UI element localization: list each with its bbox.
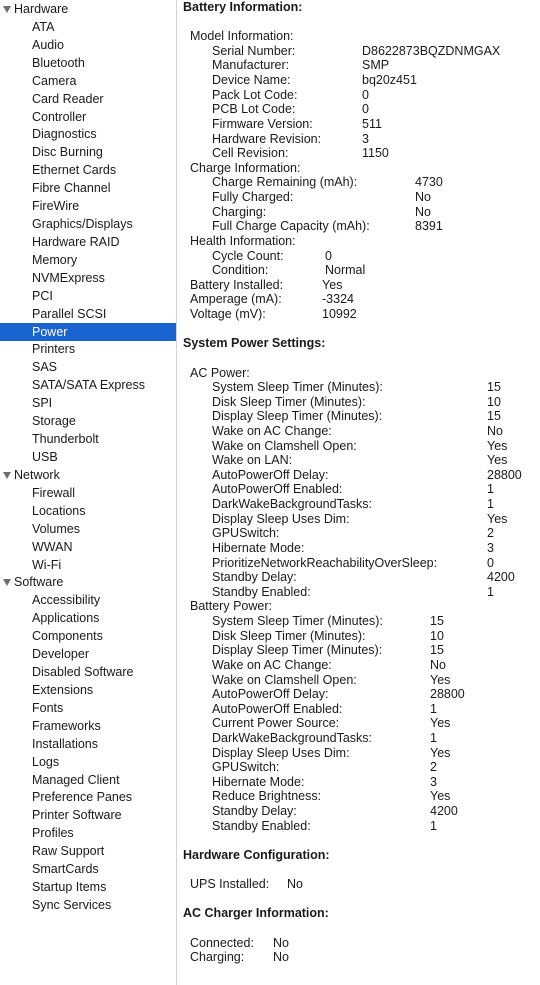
section-heading-battery-information: Battery Information: bbox=[183, 0, 303, 14]
info-row bbox=[190, 950, 289, 965]
info-value: -3324 bbox=[322, 292, 354, 307]
info-value: 4730 bbox=[415, 175, 443, 190]
info-value: Yes bbox=[430, 745, 451, 760]
info-row bbox=[212, 263, 366, 278]
sidebar-item-thunderbolt[interactable]: Thunderbolt bbox=[32, 432, 99, 447]
info-row bbox=[212, 43, 501, 59]
info-key: AutoPowerOff Enabled: bbox=[212, 482, 343, 497]
info-key: AutoPowerOff Enabled: bbox=[212, 701, 343, 716]
sidebar-item-printer-software[interactable]: Printer Software bbox=[32, 808, 122, 823]
sidebar-category-label: Software bbox=[14, 575, 64, 590]
info-row bbox=[212, 219, 443, 234]
info-row bbox=[212, 423, 503, 439]
info-key: Health Information: bbox=[190, 233, 296, 248]
info-value: 511 bbox=[362, 116, 382, 131]
disclosure-triangle-icon[interactable] bbox=[3, 6, 11, 13]
info-key: Wake on Clamshell Open: bbox=[212, 438, 357, 453]
info-row bbox=[212, 687, 465, 702]
sidebar-item-diagnostics[interactable]: Diagnostics bbox=[32, 127, 97, 142]
info-value: 8391 bbox=[415, 219, 443, 234]
info-row bbox=[212, 818, 437, 834]
info-key: DarkWakeBackgroundTasks: bbox=[212, 497, 373, 512]
info-value: 0 bbox=[362, 87, 369, 102]
info-key: Charge Remaining (mAh): bbox=[212, 175, 358, 190]
sidebar-item-memory[interactable]: Memory bbox=[32, 252, 78, 267]
info-row bbox=[212, 467, 522, 483]
info-value: 15 bbox=[487, 409, 501, 424]
sidebar-item-wi-fi[interactable]: Wi-Fi bbox=[32, 557, 62, 572]
sidebar-item-power[interactable]: Power bbox=[0, 323, 176, 341]
info-key: Disk Sleep Timer (Minutes): bbox=[212, 394, 366, 409]
info-row bbox=[212, 731, 437, 746]
info-value: 3 bbox=[362, 131, 369, 146]
sidebar-item-sata-sata-express[interactable]: SATA/SATA Express bbox=[32, 378, 145, 393]
info-row bbox=[212, 643, 444, 658]
sidebar-item-printers[interactable]: Printers bbox=[32, 342, 76, 357]
info-key: Charge Information: bbox=[190, 160, 301, 175]
info-value: 0 bbox=[362, 102, 369, 117]
info-value: No bbox=[430, 657, 446, 672]
info-key: Wake on LAN: bbox=[212, 453, 293, 468]
info-row bbox=[212, 789, 451, 804]
info-value: bq20z451 bbox=[362, 73, 417, 88]
info-row bbox=[212, 716, 451, 731]
info-value: No bbox=[415, 190, 431, 205]
info-row bbox=[212, 497, 494, 512]
sidebar-category-network[interactable] bbox=[0, 466, 176, 484]
info-value: Yes bbox=[430, 716, 451, 731]
info-key: Device Name: bbox=[212, 73, 291, 88]
info-value: 1150 bbox=[362, 146, 389, 161]
info-key: Hibernate Mode: bbox=[212, 540, 305, 555]
sidebar-item-firewall[interactable]: Firewall bbox=[32, 485, 76, 500]
info-key: PrioritizeNetworkReachabilityOverSleep: bbox=[212, 555, 438, 570]
info-row bbox=[212, 555, 494, 571]
info-row bbox=[212, 380, 501, 395]
sidebar-item-managed-client[interactable]: Managed Client bbox=[32, 772, 120, 787]
info-row bbox=[212, 584, 494, 600]
sidebar-item-components[interactable]: Components bbox=[32, 629, 103, 644]
info-value: 10992 bbox=[322, 307, 357, 322]
info-row bbox=[212, 701, 437, 717]
info-row bbox=[212, 570, 515, 585]
info-value: No bbox=[287, 877, 303, 892]
sidebar-item-profiles[interactable]: Profiles bbox=[32, 826, 74, 841]
info-row bbox=[190, 161, 300, 176]
sidebar-item-applications[interactable]: Applications bbox=[32, 611, 100, 626]
section-heading-hardware-configuration: Hardware Configuration: bbox=[183, 847, 330, 862]
info-value: 1 bbox=[430, 818, 437, 833]
info-row bbox=[212, 175, 443, 190]
sidebar-item-graphics-displays[interactable]: Graphics/Displays bbox=[32, 217, 133, 232]
sidebar-item-usb[interactable]: USB bbox=[32, 450, 58, 464]
sidebar-item-accessibility[interactable]: Accessibility bbox=[32, 593, 101, 608]
info-row bbox=[212, 73, 417, 88]
info-key: GPUSwitch: bbox=[212, 526, 280, 541]
info-value: 3 bbox=[487, 540, 494, 555]
info-key: Pack Lot Code: bbox=[212, 87, 298, 102]
sidebar-item-bluetooth[interactable]: Bluetooth bbox=[32, 55, 85, 70]
info-key: Display Sleep Timer (Minutes): bbox=[212, 409, 383, 424]
info-key: Wake on AC Change: bbox=[212, 657, 332, 672]
info-value: 28800 bbox=[430, 687, 465, 702]
info-key: Battery Installed: bbox=[190, 277, 284, 292]
info-row bbox=[190, 29, 294, 44]
sidebar-item-startup-items[interactable]: Startup Items bbox=[32, 880, 107, 895]
info-value: 10 bbox=[487, 394, 501, 409]
info-value: Yes bbox=[322, 277, 343, 292]
sidebar-item-camera[interactable]: Camera bbox=[32, 73, 77, 88]
info-key: Current Power Source: bbox=[212, 716, 340, 731]
info-row bbox=[212, 58, 390, 73]
info-row bbox=[212, 614, 444, 629]
info-value: 1 bbox=[430, 731, 437, 745]
info-row bbox=[212, 453, 508, 468]
info-row bbox=[212, 438, 508, 454]
info-value: No bbox=[273, 950, 289, 965]
info-value: 15 bbox=[430, 614, 444, 629]
info-row bbox=[190, 366, 250, 381]
sidebar-item-storage[interactable]: Storage bbox=[32, 414, 76, 429]
sidebar-category-hardware[interactable] bbox=[0, 0, 176, 18]
info-key: PCB Lot Code: bbox=[212, 102, 296, 117]
info-key: Serial Number: bbox=[212, 43, 296, 58]
info-row bbox=[212, 204, 431, 220]
info-key: Display Sleep Timer (Minutes): bbox=[212, 643, 383, 658]
info-key: Condition: bbox=[212, 263, 269, 278]
sidebar-item-fibre-channel[interactable]: Fibre Channel bbox=[32, 181, 111, 196]
info-key: Disk Sleep Timer (Minutes): bbox=[212, 628, 366, 643]
sidebar[interactable] bbox=[0, 0, 177, 985]
info-value: 1 bbox=[487, 497, 494, 512]
sidebar-item-raw-support[interactable]: Raw Support bbox=[32, 844, 105, 859]
info-value: No bbox=[487, 423, 503, 438]
sidebar-item-hardware-raid[interactable]: Hardware RAID bbox=[32, 234, 120, 249]
sidebar-item-sync-services[interactable]: Sync Services bbox=[32, 898, 112, 912]
info-key: Display Sleep Uses Dim: bbox=[212, 745, 350, 760]
info-key: Standby Delay: bbox=[212, 570, 297, 585]
info-row bbox=[212, 248, 332, 264]
info-value: 0 bbox=[325, 248, 332, 263]
sidebar-item-disc-burning[interactable]: Disc Burning bbox=[32, 145, 103, 160]
info-row bbox=[190, 292, 354, 307]
info-row bbox=[212, 804, 458, 819]
info-key: Standby Enabled: bbox=[212, 818, 311, 833]
info-value: 15 bbox=[430, 643, 444, 658]
info-value: 15 bbox=[487, 380, 501, 395]
info-row bbox=[212, 657, 446, 673]
sidebar-item-frameworks[interactable]: Frameworks bbox=[32, 718, 101, 733]
info-key: Full Charge Capacity (mAh): bbox=[212, 219, 370, 234]
sidebar-item-sas[interactable]: SAS bbox=[32, 360, 58, 375]
section-heading-ac-charger-information: AC Charger Information: bbox=[183, 906, 329, 921]
info-key: Manufacturer: bbox=[212, 58, 290, 73]
info-key: Cycle Count: bbox=[212, 248, 284, 263]
info-row bbox=[190, 599, 272, 614]
sidebar-item-parallel-scsi[interactable]: Parallel SCSI bbox=[32, 306, 107, 321]
sidebar-item-volumes[interactable]: Volumes bbox=[32, 521, 80, 536]
info-key: Cell Revision: bbox=[212, 146, 289, 161]
info-value: No bbox=[415, 204, 431, 219]
info-row bbox=[190, 307, 357, 322]
info-row bbox=[212, 482, 494, 497]
info-value: Yes bbox=[430, 672, 451, 687]
info-row bbox=[212, 87, 369, 103]
info-key: Charging: bbox=[190, 950, 245, 965]
sidebar-item-spi[interactable]: SPI bbox=[32, 396, 53, 411]
info-row bbox=[212, 526, 494, 541]
info-key: Fully Charged: bbox=[212, 190, 294, 205]
info-value: 3 bbox=[430, 774, 437, 789]
info-value: 10 bbox=[430, 628, 444, 643]
sidebar-item-developer[interactable]: Developer bbox=[32, 647, 89, 662]
info-value: 28800 bbox=[487, 467, 522, 482]
info-key: Charging: bbox=[212, 204, 267, 219]
info-value: Yes bbox=[487, 438, 508, 453]
info-row bbox=[212, 146, 389, 161]
info-key: Hibernate Mode: bbox=[212, 774, 305, 789]
info-value: 1 bbox=[487, 482, 494, 497]
sidebar-item-ata[interactable]: ATA bbox=[32, 19, 55, 34]
info-key: Battery Power: bbox=[190, 599, 272, 614]
info-key: Model Information: bbox=[190, 29, 294, 44]
info-value: 1 bbox=[487, 584, 494, 599]
info-key: Wake on AC Change: bbox=[212, 423, 332, 438]
info-row bbox=[212, 409, 501, 424]
info-row bbox=[212, 102, 369, 117]
info-key: Hardware Revision: bbox=[212, 131, 322, 146]
info-key: UPS Installed: bbox=[190, 877, 270, 892]
sidebar-item-ethernet-cards[interactable]: Ethernet Cards bbox=[32, 163, 117, 178]
sidebar-item-wwan[interactable]: WWAN bbox=[32, 539, 73, 554]
disclosure-triangle-icon[interactable] bbox=[3, 579, 11, 586]
sidebar-item-smartcards[interactable]: SmartCards bbox=[32, 862, 99, 877]
info-row bbox=[212, 131, 369, 147]
info-value: Yes bbox=[487, 453, 508, 468]
info-row bbox=[190, 277, 343, 293]
sidebar-item-disabled-software[interactable]: Disabled Software bbox=[32, 665, 134, 680]
sidebar-item-extensions[interactable]: Extensions bbox=[32, 682, 94, 697]
info-row bbox=[190, 877, 303, 892]
info-value: D8622873BQZDNMGAX bbox=[362, 43, 501, 58]
sidebar-item-logs[interactable]: Logs bbox=[32, 754, 60, 769]
sidebar-item-preference-panes[interactable]: Preference Panes bbox=[32, 790, 133, 805]
info-value: 1 bbox=[430, 701, 437, 716]
sidebar-item-audio[interactable]: Audio bbox=[32, 37, 64, 52]
sidebar-category-label: Network bbox=[14, 467, 60, 482]
sidebar-item-card-reader[interactable]: Card Reader bbox=[32, 91, 104, 106]
info-row bbox=[212, 628, 444, 644]
info-key: AutoPowerOff Delay: bbox=[212, 467, 329, 482]
info-value: 4200 bbox=[430, 804, 458, 819]
info-row bbox=[190, 935, 289, 951]
info-key: Firmware Version: bbox=[212, 116, 313, 131]
info-key: Connected: bbox=[190, 935, 254, 950]
detail-pane bbox=[183, 0, 533, 985]
info-value: Normal bbox=[325, 263, 366, 278]
info-value: Yes bbox=[487, 511, 508, 526]
sidebar-item-fonts[interactable]: Fonts bbox=[32, 700, 64, 715]
info-key: DarkWakeBackgroundTasks: bbox=[212, 731, 373, 745]
info-value: 2 bbox=[430, 760, 437, 775]
info-value: 2 bbox=[487, 526, 494, 541]
info-value: 0 bbox=[487, 555, 494, 570]
sidebar-item-nvmexpress[interactable]: NVMExpress bbox=[32, 270, 105, 285]
disclosure-triangle-icon[interactable] bbox=[3, 472, 11, 479]
info-row bbox=[212, 745, 451, 761]
sidebar-item-pci[interactable]: PCI bbox=[32, 288, 53, 303]
info-value: No bbox=[273, 935, 289, 950]
info-key: Wake on Clamshell Open: bbox=[212, 672, 357, 687]
info-row bbox=[212, 774, 437, 790]
sidebar-item-controller[interactable]: Controller bbox=[32, 109, 87, 124]
info-value: Yes bbox=[430, 789, 451, 804]
info-row bbox=[212, 760, 437, 775]
info-key: System Sleep Timer (Minutes): bbox=[212, 380, 383, 395]
section-heading-system-power-settings: System Power Settings: bbox=[183, 336, 326, 351]
info-key: GPUSwitch: bbox=[212, 760, 280, 775]
info-key: Standby Delay: bbox=[212, 804, 297, 819]
info-key: Voltage (mV): bbox=[190, 307, 266, 322]
info-key: Standby Enabled: bbox=[212, 584, 311, 599]
info-row bbox=[212, 190, 431, 205]
info-key: AC Power: bbox=[190, 365, 250, 380]
info-row bbox=[212, 116, 382, 132]
info-key: Amperage (mA): bbox=[190, 292, 282, 307]
sidebar-category-label: Hardware bbox=[14, 2, 69, 16]
info-key: Reduce Brightness: bbox=[212, 789, 322, 804]
info-row bbox=[212, 394, 501, 410]
info-key: AutoPowerOff Delay: bbox=[212, 687, 329, 702]
sidebar-item-installations[interactable]: Installations bbox=[32, 736, 99, 751]
info-key: Display Sleep Uses Dim: bbox=[212, 511, 350, 526]
info-row bbox=[212, 540, 494, 556]
info-row bbox=[212, 672, 451, 688]
sidebar-item-firewire[interactable]: FireWire bbox=[32, 199, 80, 214]
sidebar-category-software[interactable] bbox=[0, 573, 176, 591]
info-value: 4200 bbox=[487, 570, 515, 585]
sidebar-item-locations[interactable]: Locations bbox=[32, 503, 86, 518]
info-key: System Sleep Timer (Minutes): bbox=[212, 614, 383, 629]
info-value: SMP bbox=[362, 58, 390, 73]
info-row bbox=[212, 511, 508, 527]
info-row bbox=[190, 234, 296, 249]
